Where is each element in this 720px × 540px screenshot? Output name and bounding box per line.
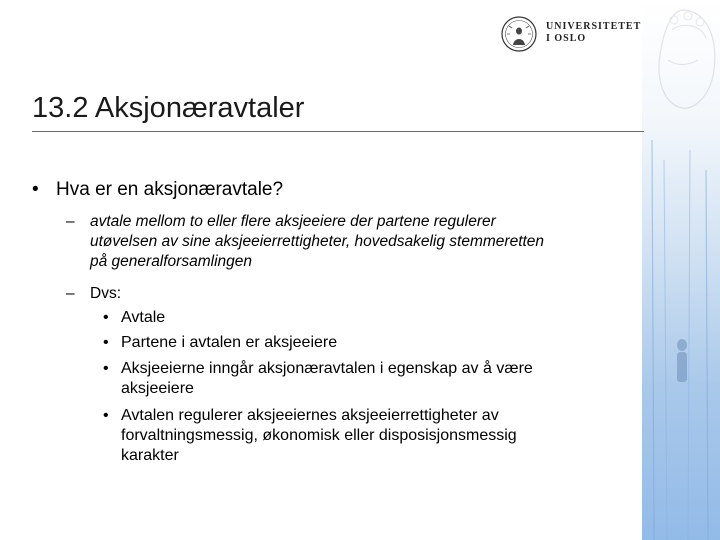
bullet-dot-icon: • — [103, 407, 109, 424]
bullet-dot-icon: • — [32, 179, 39, 200]
bullet-dot-icon: • — [103, 360, 109, 377]
list-item-line: Aksjeeierne inngår aksjonæravtalen i egenskap av å være — [121, 360, 533, 377]
decorative-side-band — [642, 0, 720, 540]
definition-text — [90, 212, 650, 272]
list-item-line: Avtalen regulerer aksjeeiernes aksjeeierrettigheter av — [121, 407, 499, 424]
slide-title: 13.2 Aksjonæravtaler — [32, 92, 305, 124]
list-item-line: Avtale — [121, 309, 166, 326]
bullet-dot-icon: • — [103, 309, 109, 326]
list-item-line: forvaltningsmessig, økonomisk eller disposisjonsmessig — [121, 427, 517, 444]
list-item-line: Partene i avtalen er aksjeeiere — [121, 334, 338, 351]
statue-artwork-icon — [642, 0, 720, 540]
definition-line: avtale mellom to eller flere aksjeeiere der partene regulerer — [90, 213, 496, 230]
list-item-line: aksjeeiere — [121, 380, 194, 397]
university-logo — [500, 14, 642, 54]
definition-line: på generalforsamlingen — [90, 253, 252, 270]
title-divider — [32, 131, 644, 132]
university-seal-icon — [500, 14, 538, 54]
logo-line-2: I OSLO — [546, 33, 587, 44]
dvs-text: Dvs: — [90, 285, 121, 302]
definition-line: utøvelsen av sine aksjeeierrettigheter, hovedsakelig stemmeretten — [90, 233, 545, 250]
university-name — [546, 21, 641, 45]
list-item-line: karakter — [121, 447, 179, 464]
bullet-level-1 — [32, 178, 283, 202]
dash-icon: – — [66, 285, 75, 302]
dash-icon: – — [66, 213, 75, 230]
logo-line-1: UNIVERSITETET — [546, 21, 642, 32]
bullet-text: Hva er en aksjonæravtale? — [56, 179, 284, 200]
bullet-dot-icon: • — [103, 334, 109, 351]
